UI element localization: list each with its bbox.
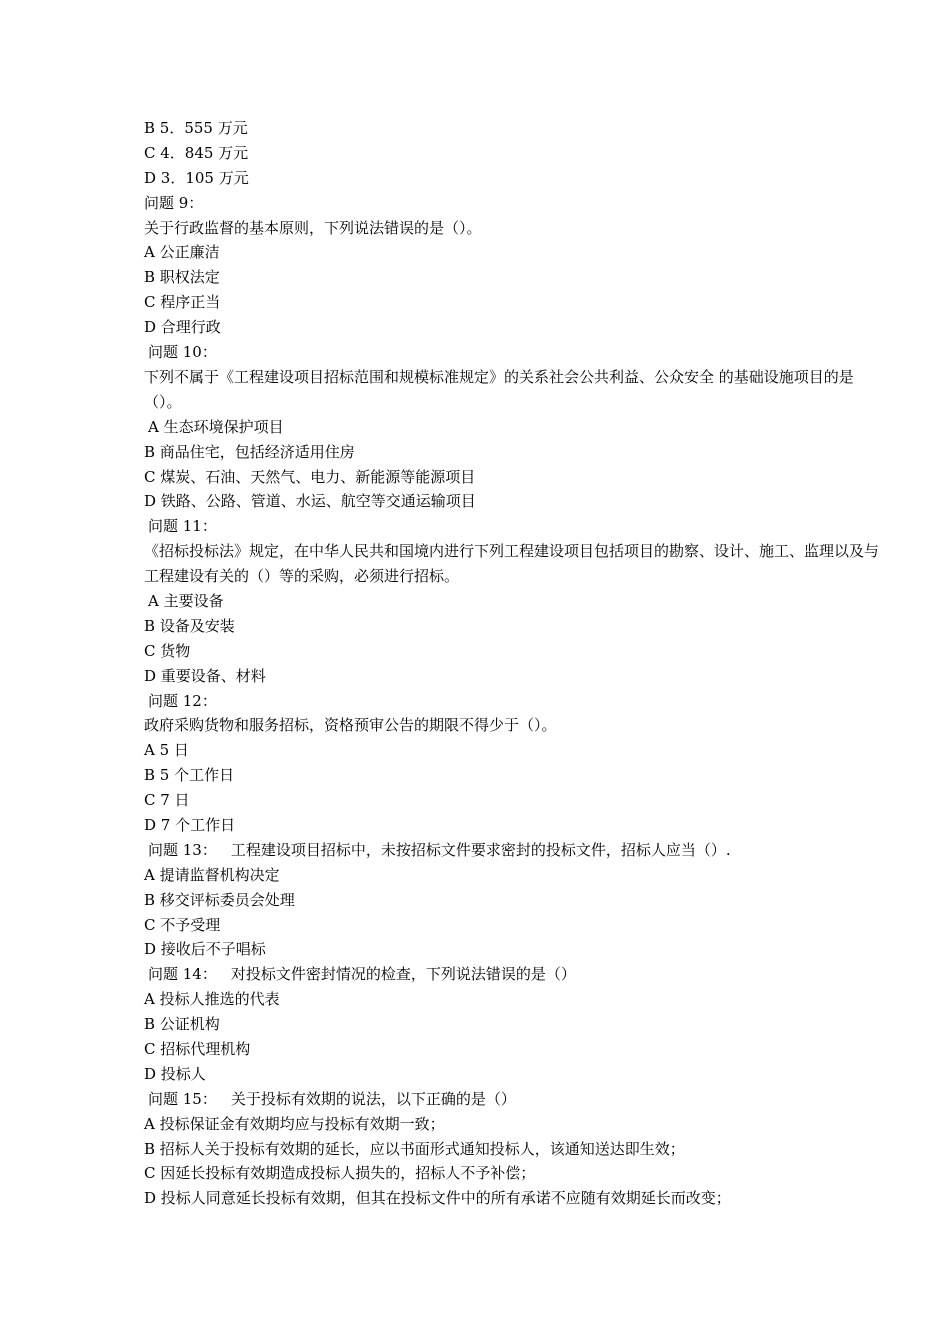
question-15-option-b: B 招标人关于投标有效期的延长，应以书面形式通知投标人，该通知送达即生效；	[144, 1139, 685, 1158]
question-12-option-c: C 7 日	[144, 791, 190, 810]
question-14-option-d: D 投标人	[144, 1064, 206, 1083]
question-9-label: 问题 9：	[144, 193, 204, 212]
question-9-option-b: B 职权法定	[144, 268, 220, 287]
question-11-option-c: C 货物	[144, 641, 191, 660]
question-10-stem: 下列不属于《工程建设项目招标范围和规模标准规定》的关系社会公共利益、公众安全 的基础设施项目的是（）。	[144, 367, 854, 411]
option-c-prev: C 4．845 万元	[144, 143, 249, 162]
question-12-option-a: A 5 日	[144, 741, 189, 760]
question-14-option-c: C 招标代理机构	[144, 1040, 251, 1059]
question-10-option-c: C 煤炭、石油、天然气、电力、新能源等能源项目	[144, 467, 476, 486]
question-13-option-d: D 接收后不子唱标	[144, 940, 266, 959]
question-13-option-b: B 移交评标委员会处理	[144, 890, 295, 909]
question-14-label: 问题 14：	[148, 965, 217, 984]
question-15-option-c: C 因延长投标有效期造成投标人损失的，招标人不予补偿；	[144, 1164, 536, 1183]
question-9-stem: 关于行政监督的基本原则，下列说法错误的是（）。	[144, 218, 482, 237]
option-b-prev: B 5．555 万元	[144, 119, 248, 137]
question-9-option-d: D 合理行政	[144, 318, 221, 337]
question-11-label: 问题 11：	[148, 517, 217, 536]
question-10-option-a: A 生态环境保护项目	[148, 417, 284, 436]
question-12-stem: 政府采购货物和服务招标，资格预审公告的期限不得少于（）。	[144, 716, 557, 735]
option-d-prev: D 3．105 万元	[144, 168, 249, 187]
question-9-option-a: A 公正廉洁	[144, 243, 220, 262]
question-15-row	[144, 1087, 884, 1112]
question-13-label: 问题 13：	[148, 840, 217, 859]
question-15-stem: 关于投标有效期的说法，以下正确的是（）	[230, 1089, 516, 1108]
question-15-option-a: A 投标保证金有效期均应与投标有效期一致；	[144, 1114, 445, 1133]
question-15-option-d: D 投标人同意延长投标有效期，但其在投标文件中的所有承诺不应随有效期延长而改变；	[144, 1189, 731, 1208]
question-12-option-b: B 5 个工作日	[144, 766, 235, 785]
question-11-option-a: A 主要设备	[148, 591, 224, 610]
question-9-option-c: C 程序正当	[144, 293, 221, 312]
question-13-stem: 工程建设项目招标中，未按招标文件要求密封的投标文件，招标人应当（）.	[230, 840, 731, 859]
question-13-row	[144, 838, 884, 863]
question-14-option-b: B 公证机构	[144, 1015, 220, 1034]
question-15-label: 问题 15：	[148, 1089, 217, 1108]
question-14-stem: 对投标文件密封情况的检查，下列说法错误的是（）	[230, 965, 576, 984]
question-11-option-d: D 重要设备、材料	[144, 666, 266, 685]
question-10-option-b: B 商品住宅，包括经济适用住房	[144, 442, 355, 461]
question-11-stem: 《招标投标法》规定，在中华人民共和国境内进行下列工程建设项目包括项目的勘察、设计、施工、监理以及与工程建设有关的（）等的采购，必须进行招标。	[144, 542, 880, 586]
question-14-row	[144, 962, 884, 987]
document-page	[144, 116, 884, 1211]
question-11-option-b: B 设备及安装	[144, 616, 235, 635]
question-12-label: 问题 12：	[148, 691, 217, 710]
question-13-option-a: A 提请监督机构决定	[144, 865, 280, 884]
question-14-option-a: A 投标人推选的代表	[144, 990, 280, 1009]
question-10-label: 问题 10：	[148, 343, 217, 362]
question-13-option-c: C 不予受理	[144, 915, 221, 934]
question-12-option-d: D 7 个工作日	[144, 816, 236, 834]
question-10-option-d: D 铁路、公路、管道、水运、航空等交通运输项目	[144, 492, 476, 511]
